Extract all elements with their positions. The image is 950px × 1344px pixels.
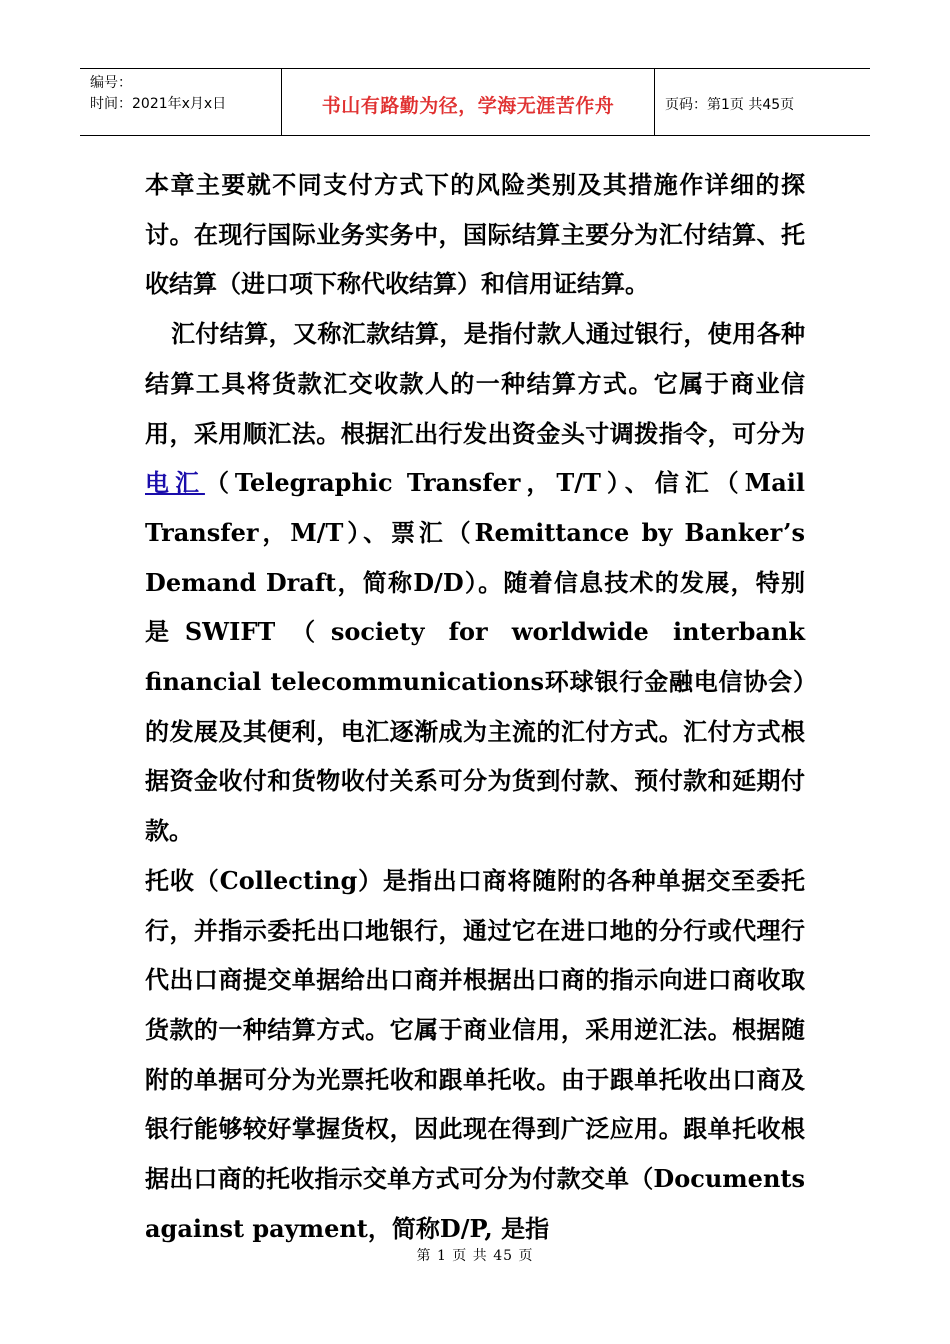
paragraph-collection: 托收（Collecting）是指出口商将随附的各种单据交至委托行，并指示委托出口地银行，通过它在进口地的分行或代理行代出口商提交单据给出口商并根据出口商的指示向进口商收取货款的一种结算方式。它属于商业信用，采用逆汇法。根据随附的单据可分为光票托收和跟单托收。由于跟单托收出口商及银行能够较好掌握货权，因此现在得到广泛应用。跟单托收根据出口商的托收指示交单方式可分为付款交单（Documents against payment，简称D/P, 是指 [145,865,805,1243]
header-motto: 书山有路勤为径，学海无涯苦作舟 [321,94,615,117]
header-meta-cell [80,69,282,135]
remittance-text-end: （Telegraphic Transfer，T/T）、信汇（Mail Transfer，M/T）、票汇（Remittance by Banker’s Demand Draft，简称D/D）。随着信息技术的发展，特别是SWIFT（society for worldwide interbank financial telecommunications环球银行金融电信协会）的发展及其便利，电汇逐渐成为主流的汇付方式。汇付方式根据资金收付和货物收付关系可分为货到付款、预付款和延期付款。 [145,468,805,846]
header-page-cell [655,69,870,135]
document-body [145,160,805,1253]
page-footer: 第 1 页 共 45 页 [416,1248,534,1264]
paragraph-intro: 本章主要就不同支付方式下的风险类别及其措施作详细的探讨。在现行国际业务实务中，国际结算主要分为汇付结算、托收结算（进口项下称代收结算）和信用证结算。 [145,170,805,299]
header-motto-cell [282,69,655,135]
remittance-text-start: 汇付结算，又称汇款结算，是指付款人通过银行，使用各种结算工具将货款汇交收款人的一种结算方式。它属于商业信用，采用顺汇法。根据汇出行发出资金头寸调拨指令，可分为 [145,319,805,448]
document-time-label: 时间：2021年x月x日 [90,96,227,112]
document-number-label: 编号： [90,75,132,91]
header-page-info: 页码：第1页 共45页 [665,97,795,113]
telegraphic-transfer-link[interactable]: 电汇 [145,468,205,498]
page-header [80,68,870,136]
paragraph-remittance [145,309,805,856]
